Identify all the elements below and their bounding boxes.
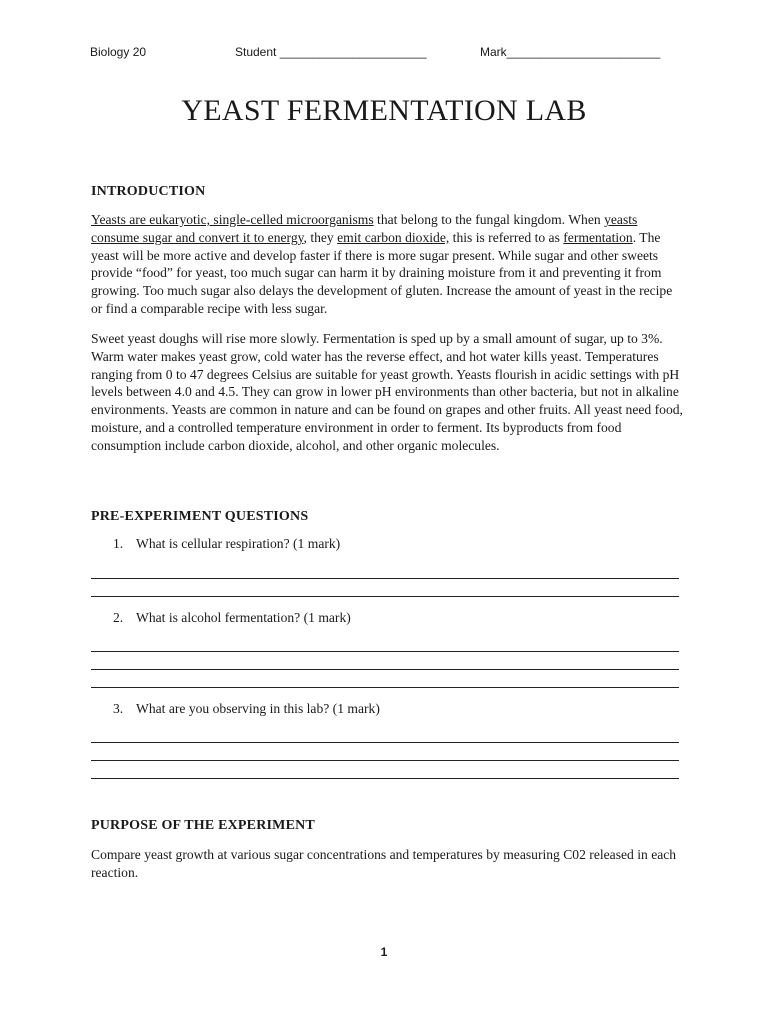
page-header [90, 45, 680, 65]
answer-line[interactable] [91, 687, 679, 688]
answer-line[interactable] [91, 778, 679, 779]
course-name: Biology 20 [90, 45, 147, 59]
question-2 [113, 610, 351, 626]
question-text: What is alcohol fermentation? (1 mark) [136, 610, 351, 625]
question-number: 1. [113, 536, 124, 551]
document-title: YEAST FERMENTATION LAB [181, 94, 587, 127]
question-3 [113, 701, 380, 717]
answer-line[interactable] [91, 760, 679, 761]
purpose-text: Compare yeast growth at various sugar concentrations and temperatures by measuring C02 released in each reaction. [91, 847, 677, 880]
question-text: What is cellular respiration? (1 mark) [136, 536, 341, 551]
text-run: , they [303, 229, 338, 245]
underlined-phrase: emit carbon dioxide, [337, 229, 450, 245]
pre-experiment-heading: PRE-EXPERIMENT QUESTIONS [91, 509, 309, 524]
answer-line[interactable] [91, 651, 679, 652]
text-run: that belong to the fungal kingdom. When [373, 212, 605, 227]
introduction-paragraph-1 [91, 211, 683, 318]
purpose-heading: PURPOSE OF THE EXPERIMENT [91, 818, 315, 833]
mark-field: Mark_______________________ [480, 45, 661, 59]
question-1 [113, 536, 340, 552]
answer-line[interactable] [91, 669, 679, 670]
student-field: Student ______________________ [235, 45, 427, 59]
introduction-heading: INTRODUCTION [91, 184, 206, 199]
question-number: 2. [113, 610, 124, 625]
text-run: . The yeast will be more active and develop faster if there is more sugar present. While sugar and other sweets provide “food” for yeast, too much sugar can harm it by draining moisture from it and preventing it from growing. Too much sugar also delays the development of gluten. Increase the amount of yeast in the recipe or find a comparable recipe with less sugar. [91, 229, 673, 316]
introduction-paragraph-2: Sweet yeast doughs will rise more slowly. Fermentation is sped up by a small amount of sugar, up to 3%. Warm water makes yeast grow, cold water has the reverse effect, and hot water kills yeast. Temperatures ranging from 0 to 47 degrees Celsius are suitable for yeast growth. Yeasts flourish in acidic settings with pH levels between 4.0 and 4.5. They can grow in lower pH environments than other bacteria, but not in alkaline environments. Yeasts are common in nature and can be found on grapes and other fruits. All yeast need food, moisture, and a controlled temperature environment in order to ferment. Its byproducts from food consumption include carbon dioxide, alcohol, and other organic molecules. [91, 331, 683, 453]
answer-line[interactable] [91, 578, 679, 579]
question-text: What are you observing in this lab? (1 mark) [136, 701, 380, 716]
underlined-phrase: Yeasts are eukaryotic, single-celled microorganisms [91, 212, 374, 227]
underlined-phrase: yeasts consume sugar and convert it to energy [91, 212, 638, 245]
underlined-phrase: fermentation [563, 229, 633, 245]
text-run: this is referred to as [449, 229, 564, 245]
page-number: 1 [380, 945, 388, 959]
question-number: 3. [113, 701, 124, 716]
answer-line[interactable] [91, 742, 679, 743]
answer-line[interactable] [91, 596, 679, 597]
